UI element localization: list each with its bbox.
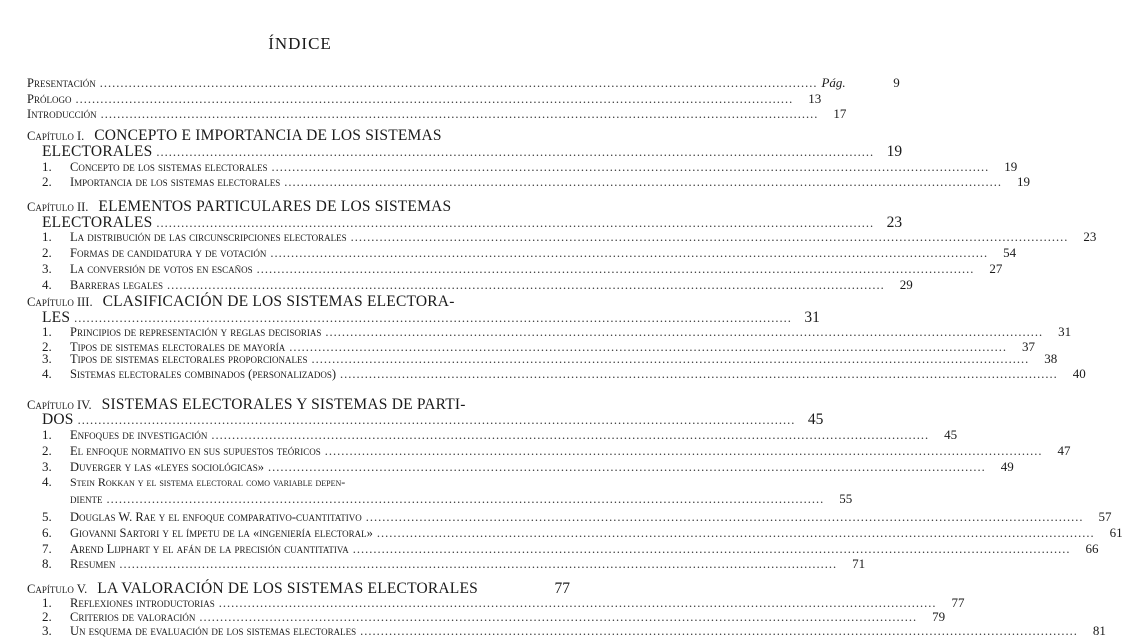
page-number: 54 [1003,245,1017,260]
item-number: 1. [42,427,52,442]
page-number: 40 [1072,366,1086,381]
item-number: 5. [42,509,52,524]
entry-text: El enfoque normativo en sus supuestos teóricos [70,444,321,458]
page-number: 29 [899,277,913,292]
page-label: Pág. [821,75,846,90]
page-number: 77 [951,595,965,610]
entry-text: Duverger y las «leyes sociológicas» [70,460,265,474]
dot-leader [360,624,1078,639]
dot-leader [312,352,1030,367]
page-number: 71 [852,556,866,571]
item-number: 7. [42,541,52,556]
toc-entry[interactable] [27,443,1071,459]
page-number: 31 [804,309,820,326]
page-number: 77 [554,580,570,597]
dot-leader [272,160,990,175]
entry-text: Enfoques de investigación [70,428,208,442]
dot-leader [75,92,793,107]
entry-text: Criterios de valoración [70,610,196,624]
page-number: 37 [1022,339,1036,354]
entry-text: Stein Rokkan y el sistema electoral como variable depen- [70,475,346,489]
item-number: 6. [42,525,52,540]
toc-entry[interactable] [27,229,1097,245]
entry-text: Concepto de los sistemas electorales [70,160,268,174]
item-number: 1. [42,229,52,244]
page-number: 79 [932,609,946,624]
page-title: ÍNDICE [268,34,332,53]
item-number: 1. [42,324,52,339]
item-number: 2. [42,339,52,354]
toc-entry[interactable] [27,509,1112,525]
entry-text: diente [70,492,103,506]
toc-entry[interactable] [27,351,1058,367]
chapter-title: SISTEMAS ELECTORALES Y SISTEMAS DE PARTI- [101,396,466,413]
entry-text: Giovanni Sartori y el ímpetu de la «ingeniería electoral» [70,526,373,540]
page-number: 23 [1083,229,1097,244]
entry-text: Introducción [27,107,97,121]
chapter-title: ELECTORALES [42,214,153,231]
page-number: 49 [1000,459,1014,474]
entry-text: Tipos de sistemas electorales de mayoría [70,340,286,354]
entry-text: Presentación [27,76,96,90]
entry-text: Douglas W. Rae y el enfoque comparativo-cuantitativo [70,510,362,524]
page-number: 9 [893,75,900,90]
toc-entry[interactable] [27,261,1003,277]
dot-leader [366,510,1084,525]
chapter-title: CONCEPTO E IMPORTANCIA DE LOS SISTEMAS [94,127,442,144]
chapter-title: ELEMENTOS PARTICULARES DE LOS SISTEMAS [98,198,452,215]
chapter-heading[interactable] [27,293,570,309]
dot-leader [270,246,988,261]
page-number: 38 [1044,351,1058,366]
item-number: 2. [42,609,52,624]
page-number: 31 [1058,324,1072,339]
chapter-title: DOS [42,411,74,428]
chapter-label: Capítulo I. [27,129,85,143]
entry-text: Resumen [70,557,116,571]
page-number: 17 [833,106,847,121]
page-number: 19 [1004,159,1018,174]
item-number: 8. [42,556,52,571]
dot-leader [167,278,885,293]
toc-entry[interactable] [27,459,1014,475]
entry-text: Principios de representación y reglas decisorias [70,325,322,339]
item-number: 4. [42,366,52,381]
item-number: 1. [42,159,52,174]
toc-entry-front[interactable] [27,106,847,122]
entry-text: Un esquema de evaluación de los sistemas electorales [70,624,357,638]
chapter-title: ELECTORALES [42,143,153,160]
dot-leader [101,107,819,122]
toc-entry[interactable] [27,245,1017,261]
chapter-label: Capítulo III. [27,295,93,309]
dot-leader [211,428,929,443]
toc-entry[interactable] [27,541,1099,557]
chapter-title: LES [42,309,71,326]
item-number: 2. [42,245,52,260]
toc-entry[interactable] [27,474,585,490]
toc-entry[interactable] [27,427,958,443]
page-number: 19 [886,143,903,160]
page-number: 19 [1017,174,1031,189]
page-number: 45 [944,427,958,442]
entry-text: Reflexiones introductorias [70,596,215,610]
entry-text: Arend Lijphart y el afán de la precisión cuantitativa [70,542,349,556]
toc-entry[interactable] [27,277,913,293]
dot-leader [257,262,975,277]
dot-leader [107,492,825,507]
item-number: 1. [42,595,52,610]
chapter-heading[interactable] [27,396,570,412]
chapter-heading[interactable] [27,411,824,428]
page-number: 81 [1092,623,1106,638]
dot-leader [156,145,874,160]
page-number: 13 [808,91,822,106]
page-number: 27 [989,261,1003,276]
page-number: 47 [1057,443,1071,458]
dot-leader [119,557,837,572]
entry-text: Sistemas electorales combinados (personalizados) [70,367,337,381]
toc-entry[interactable] [27,491,853,507]
item-number: 4. [42,474,52,489]
entry-text: Barreras legales [70,278,163,292]
dot-leader [268,460,986,475]
toc-entry-front[interactable] [27,91,822,107]
dot-leader [351,230,1069,245]
toc-entry[interactable] [27,174,1031,190]
entry-text: La distribución de las circunscripciones electorales [70,230,347,244]
dot-leader [377,526,1095,541]
chapter-heading[interactable] [27,214,903,231]
dot-leader [284,175,1002,190]
page-number: 45 [807,411,824,428]
dot-leader [100,76,818,91]
item-number: 3. [42,459,52,474]
toc-entry[interactable] [27,324,1072,340]
chapter-heading[interactable] [27,143,903,160]
chapter-title: LA VALORACIÓN DE LOS SISTEMAS ELECTORALES [97,580,478,597]
item-number: 3. [42,623,52,638]
toc-entry[interactable] [27,556,866,572]
chapter-label: Capítulo IV. [27,398,92,412]
entry-text: Formas de candidatura y de votación [70,246,267,260]
chapter-heading[interactable] [27,127,570,143]
entry-text: Prólogo [27,92,72,106]
toc-entry[interactable] [27,623,1106,639]
item-number: 4. [42,277,52,292]
item-number: 2. [42,174,52,189]
chapter-label: Capítulo V. [27,582,88,596]
entry-text: La conversión de votos en escaños [70,262,253,276]
page-number: 57 [1098,509,1112,524]
page-number: 66 [1085,541,1099,556]
dot-leader [78,413,796,428]
page-number: 55 [839,491,853,506]
chapter-heading[interactable] [27,580,570,596]
dot-leader [325,325,1043,340]
chapter-label: Capítulo II. [27,200,89,214]
chapter-heading[interactable] [27,198,570,214]
toc-entry-front[interactable] [27,75,900,91]
page-number: 23 [886,214,903,231]
toc-entry[interactable] [27,159,1018,175]
chapter-title: CLASIFICACIÓN DE LOS SISTEMAS ELECTORA- [102,293,455,310]
dot-leader [325,444,1043,459]
dot-leader [353,542,1071,557]
item-number: 3. [42,351,52,366]
page-number: 61 [1109,525,1123,540]
entry-text: Importancia de los sistemas electorales [70,175,281,189]
toc-entry[interactable] [27,366,1086,382]
toc-entry[interactable] [27,525,1123,541]
chapter-heading[interactable] [27,309,820,326]
item-number: 2. [42,443,52,458]
dot-leader [340,367,1058,382]
entry-text: Tipos de sistemas electorales proporcionales [70,352,308,366]
item-number: 3. [42,261,52,276]
